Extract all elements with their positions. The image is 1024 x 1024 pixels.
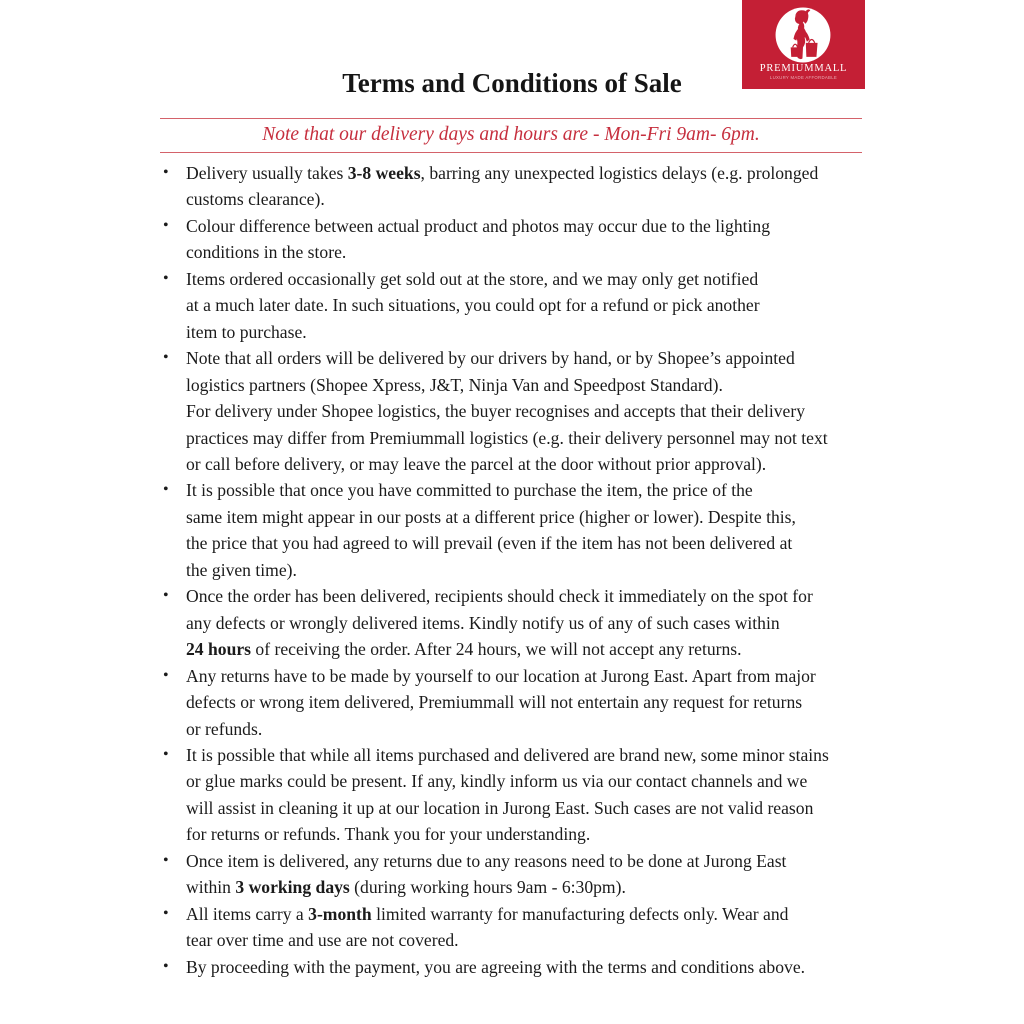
term-item: • Once the order has been delivered, recipients should check it immediately on the spot for any defects or wrongly delivered items. Kindly notify us of any of such cases within 24 hours of receiving the order. After 24 hours, we will not accept any returns. — [160, 583, 880, 662]
terms-list — [160, 160, 880, 980]
delivery-notice: Note that our delivery days and hours are - Mon-Fri 9am- 6pm. — [160, 118, 862, 153]
woman-with-shopping-bags-icon — [775, 7, 831, 63]
term-item: • Colour difference between actual product and photos may occur due to the lighting conditions in the store. — [160, 213, 880, 266]
term-item: • All items carry a 3-month limited warranty for manufacturing defects only. Wear and tear over time and use are not covered. — [160, 901, 880, 954]
logo-brand-name: PREMIUMMALL — [759, 63, 848, 74]
term-item: • Items ordered occasionally get sold out at the store, and we may only get notified at a much later date. In such situations, you could opt for a refund or pick another item to purchase. — [160, 266, 880, 345]
term-item: • Note that all orders will be delivered by our drivers by hand, or by Shopee’s appointed logistics partners (Shopee Xpress, J&T, Ninja Van and Speedpost Standard). For delivery under Shopee logistics, the buyer recognises and accepts that their delivery practices may differ from Premiummall logistics (e.g. their delivery personnel may not text or call before delivery, or may leave the parcel at the door without prior approval). — [160, 345, 880, 477]
page-title: Terms and Conditions of Sale — [342, 68, 682, 98]
term-item: • It is possible that while all items purchased and delivered are brand new, some minor stains or glue marks could be present. If any, kindly inform us via our contact channels and we will assist in cleaning it up at our location in Jurong East. Such cases are not valid reason for returns or refunds. Thank you for your understanding. — [160, 742, 880, 848]
term-item: • Any returns have to be made by yourself to our location at Jurong East. Apart from major defects or wrong item delivered, Premiummall will not entertain any request for returns or refunds. — [160, 663, 880, 742]
term-item: • Delivery usually takes 3-8 weeks, barring any unexpected logistics delays (e.g. prolonged customs clearance). — [160, 160, 880, 213]
term-item: • Once item is delivered, any returns due to any reasons need to be done at Jurong East within 3 working days (during working hours 9am - 6:30pm). — [160, 848, 880, 901]
logo-tagline: LUXURY MADE AFFORDABLE — [769, 76, 838, 81]
term-item: • It is possible that once you have committed to purchase the item, the price of the same item might appear in our posts at a different price (higher or lower). Despite this, the price that you had agreed to will prevail (even if the item has not been delivered at the given time). — [160, 477, 880, 583]
term-item: • By proceeding with the payment, you are agreeing with the terms and conditions above. — [160, 954, 880, 980]
